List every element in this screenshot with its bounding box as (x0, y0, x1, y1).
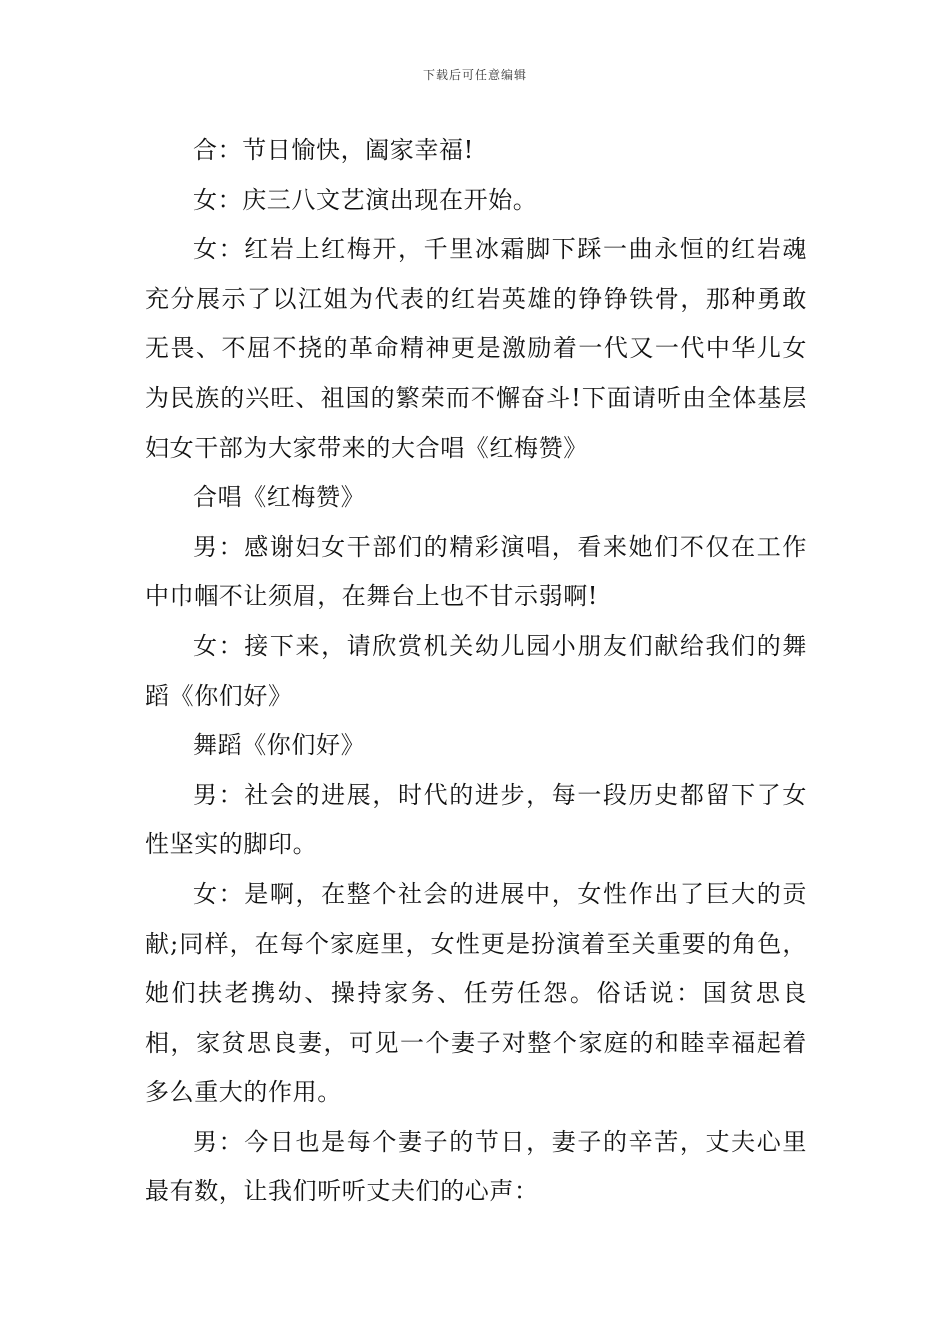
page-header: 下载后可任意编辑 (422, 68, 527, 82)
paragraph-4: 合唱《红梅赞》 (193, 483, 366, 512)
paragraph-1: 合：节日愉快，阖家幸福! (193, 136, 474, 164)
paragraph-3: 女：红岩上红梅开，千里冰霜脚下踩一曲永恒的红岩魂充分展示了以江姐为代表的红岩英雄的铮铮铁骨，那种勇敢无畏、不屈不挠的革命精神更是激励着一代又一代中华儿女为民族的兴旺、祖国的繁荣而不懈奋斗!下面请听由全体基层妇女干部为大家带来的大合唱《红梅赞》 (145, 235, 807, 462)
paragraph-6: 女：接下来，请欣赏机关幼儿园小朋友们献给我们的舞蹈《你们好》 (145, 631, 807, 710)
paragraph-10: 男：今日也是每个妻子的节日，妻子的辛苦，丈夫心里最有数，让我们听听丈夫们的心声： (145, 1127, 807, 1206)
paragraph-7: 舞蹈《你们好》 (193, 731, 366, 760)
paragraph-8: 男：社会的进展，时代的进步，每一段历史都留下了女性坚实的脚印。 (145, 780, 807, 859)
paragraph-2: 女：庆三八文艺演出现在开始。 (193, 185, 538, 214)
document-body (145, 126, 807, 1217)
paragraph-9: 女：是啊，在整个社会的进展中，女性作出了巨大的贡献;同样，在每个家庭里，女性更是扮演着至关重要的角色，她们扶老携幼、操持家务、任劳任怨。俗话说：国贫思良相，家贫思良妻，可见一个妻子对整个家庭的和睦幸福起着多么重大的作用。 (145, 879, 807, 1107)
paragraph-5: 男：感谢妇女干部们的精彩演唱，看来她们不仅在工作中巾帼不让须眉，在舞台上也不甘示弱啊! (145, 532, 807, 611)
